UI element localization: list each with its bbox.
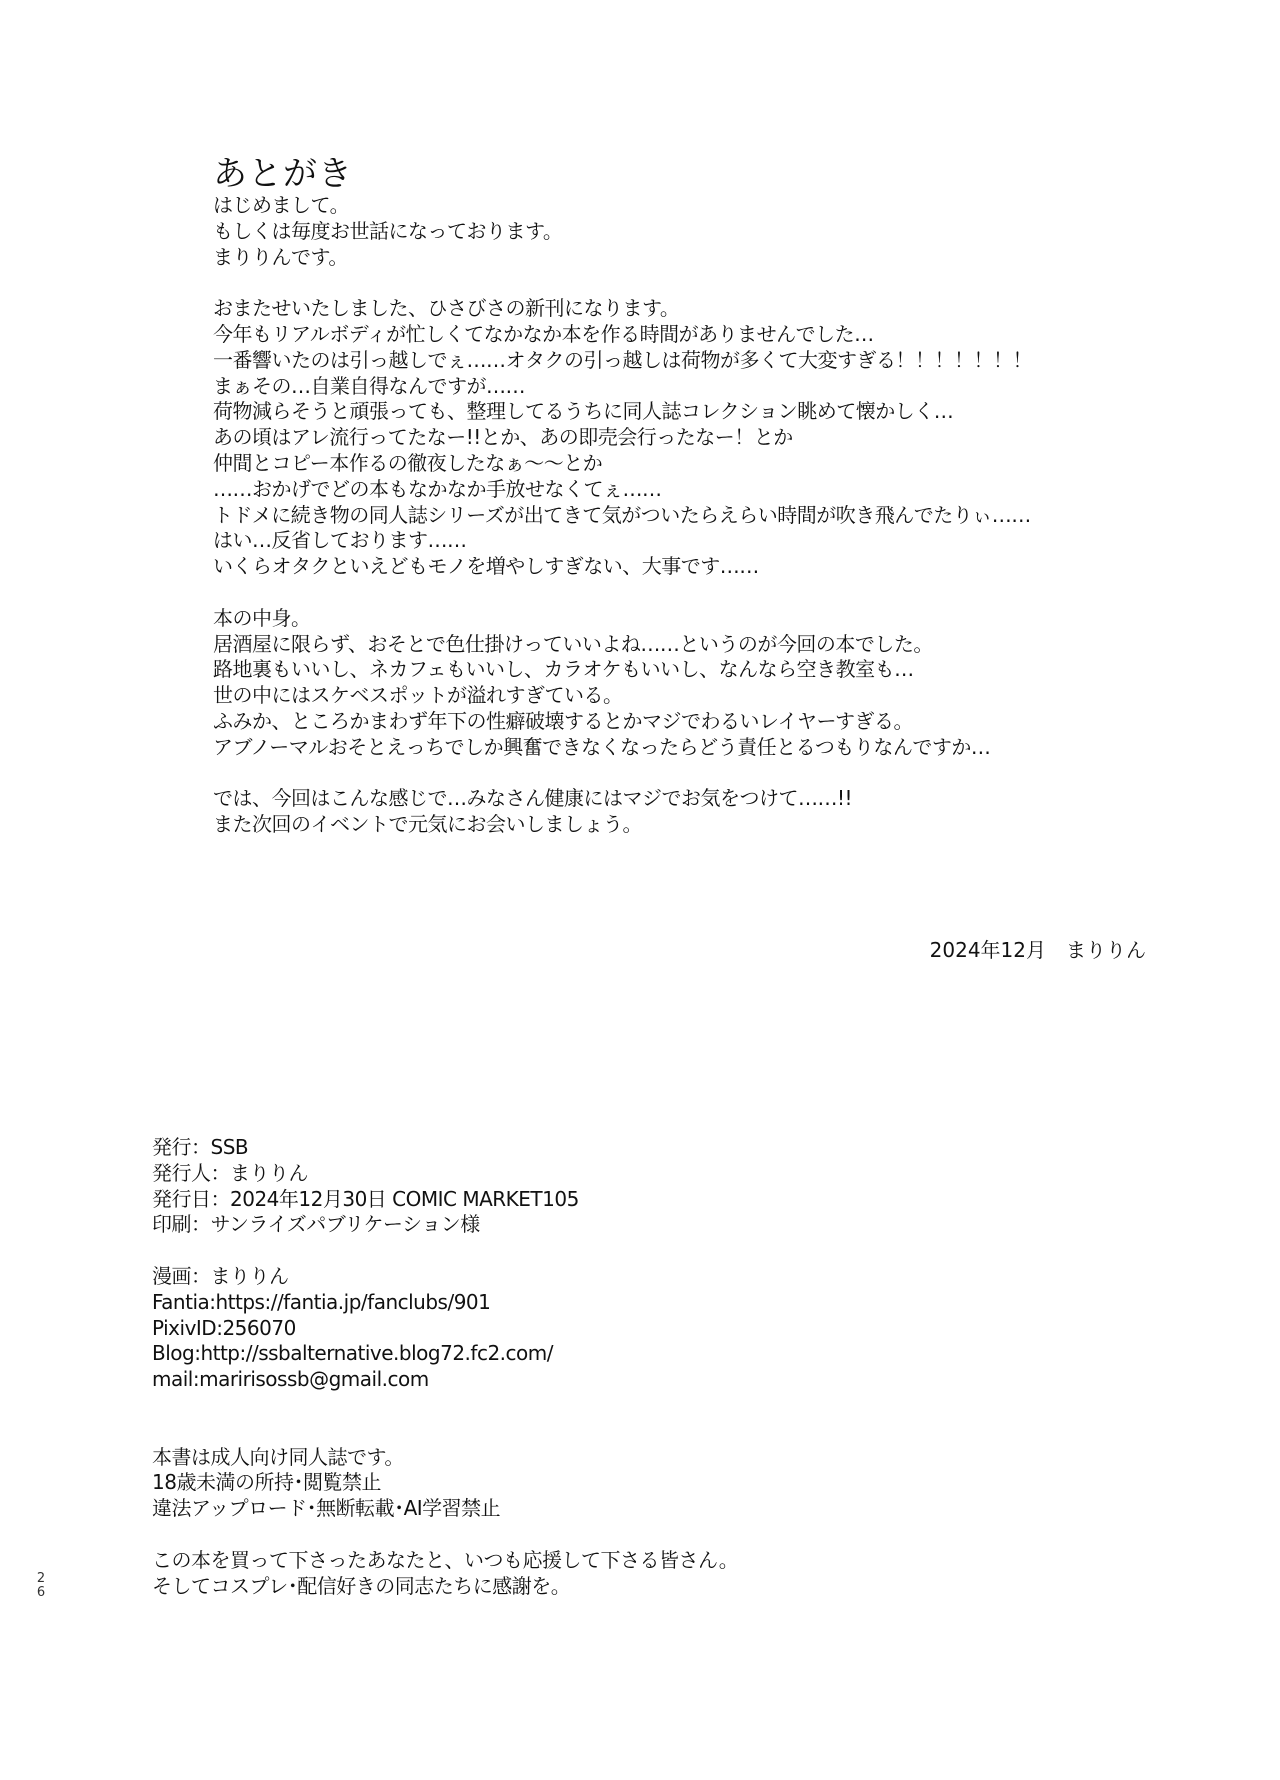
- afterword-line: 居酒屋に限らず、おそとで色仕掛けっていいよね……というのが今回の本でした。: [213, 631, 933, 656]
- afterword-line: 今年もリアルボディが忙しくてなかなか本を作る時間がありませんでした…: [213, 321, 874, 346]
- page-number-digit: 6: [36, 1585, 46, 1600]
- thanks-line: この本を買って下さったあなたと、いつも応援して下さる皆さん。: [152, 1547, 739, 1572]
- afterword-line: まぁその…自業自得なんですが……: [213, 373, 525, 398]
- afterword-line: おまたせいたしました、ひさびさの新刊になります。: [213, 296, 680, 321]
- notice-line: 18歳未満の所持･閲覧禁止: [152, 1470, 381, 1495]
- page-title: あとがき: [213, 154, 353, 194]
- blank-line: [152, 1393, 738, 1419]
- contact-info-line: Fantia:https://fantia.jp/fanclubs/901: [152, 1289, 491, 1314]
- publication-info-line: 印刷：サンライズパブリケーション様: [152, 1212, 480, 1237]
- blank-line: [152, 1419, 738, 1445]
- blank-line: [152, 1238, 738, 1264]
- afterword-line: はい…反省しております……: [213, 528, 467, 553]
- afterword-line: はじめまして。: [213, 193, 350, 217]
- afterword-line: 世の中にはスケベスポットが溢れすぎている。: [213, 683, 623, 708]
- blank-line: [213, 580, 1032, 606]
- contact-info-line: PixivID:256070: [152, 1315, 296, 1340]
- notice-line: 違法アップロード･無断転載･AI学習禁止: [152, 1496, 501, 1521]
- contact-info-line: Blog:http://ssbalternative.blog72.fc2.com/: [152, 1341, 553, 1366]
- afterword-line: 路地裏もいいし、ネカフェもいいし、カラオケもいいし、なんなら空き教室も…: [213, 657, 914, 682]
- afterword-line: もしくは毎度お世話になっております。: [213, 218, 563, 243]
- colophon: [152, 1135, 738, 1599]
- signature: 2024年12月 まりりん: [929, 938, 1146, 962]
- afterword-line: いくらオタクといえどもモノを増やしすぎない、大事です……: [213, 554, 759, 579]
- contact-info-line: 漫画：まりりん: [152, 1263, 289, 1288]
- afterword-line: アブノーマルおそとえっちでしか興奮できなくなったらどう責任とるつもりなんですか…: [213, 734, 991, 759]
- thanks-line: そしてコスプレ･配信好きの同志たちに感謝を。: [152, 1573, 571, 1598]
- afterword-line: 一番響いたのは引っ越しでぇ……オタクの引っ越しは荷物が多くて大変すぎる！！！！！！！: [213, 347, 1032, 372]
- afterword-line: トドメに続き物の同人誌シリーズが出てきて気がついたらえらい時間が吹き飛んでたりぃ……: [213, 502, 1031, 527]
- afterword-line: では、今回はこんな感じで…みなさん健康にはマジでお気をつけて……!!: [213, 786, 853, 811]
- publication-info-line: 発行日：2024年12月30日 COMIC MARKET105: [152, 1186, 579, 1211]
- afterword-line: 仲間とコピー本作るの徹夜したなぁ～～とか: [213, 450, 603, 475]
- afterword-line: ふみか、ところかまわず年下の性癖破壊するとかマジでわるいレイヤーすぎる。: [213, 708, 913, 733]
- blank-line: [213, 270, 1032, 296]
- page-number: [36, 1572, 46, 1600]
- afterword-line: まりりんです。: [213, 244, 348, 269]
- publication-info-line: 発行人：まりりん: [152, 1160, 308, 1185]
- afterword-line: 荷物減らそうと頑張っても、整理してるうちに同人誌コレクション眺めて懐かしく…: [213, 399, 954, 424]
- publication-info-line: 発行：SSB: [152, 1135, 249, 1159]
- afterword-line: 本の中身。: [213, 605, 311, 630]
- afterword-line: あの頃はアレ流行ってたなー!!とか、あの即売会行ったなー！とか: [213, 425, 793, 450]
- contact-info-line: mail:maririsossb@gmail.com: [152, 1367, 429, 1392]
- afterword-body: [213, 193, 1032, 838]
- notice-line: 本書は成人向け同人誌です。: [152, 1444, 404, 1469]
- page-number-digit: 2: [36, 1571, 46, 1586]
- blank-line: [152, 1522, 738, 1548]
- blank-line: [213, 761, 1032, 787]
- afterword-line: ……おかげでどの本もなかなか手放せなくてぇ……: [213, 476, 662, 501]
- afterword-line: また次回のイベントで元気にお会いしましょう。: [213, 812, 642, 837]
